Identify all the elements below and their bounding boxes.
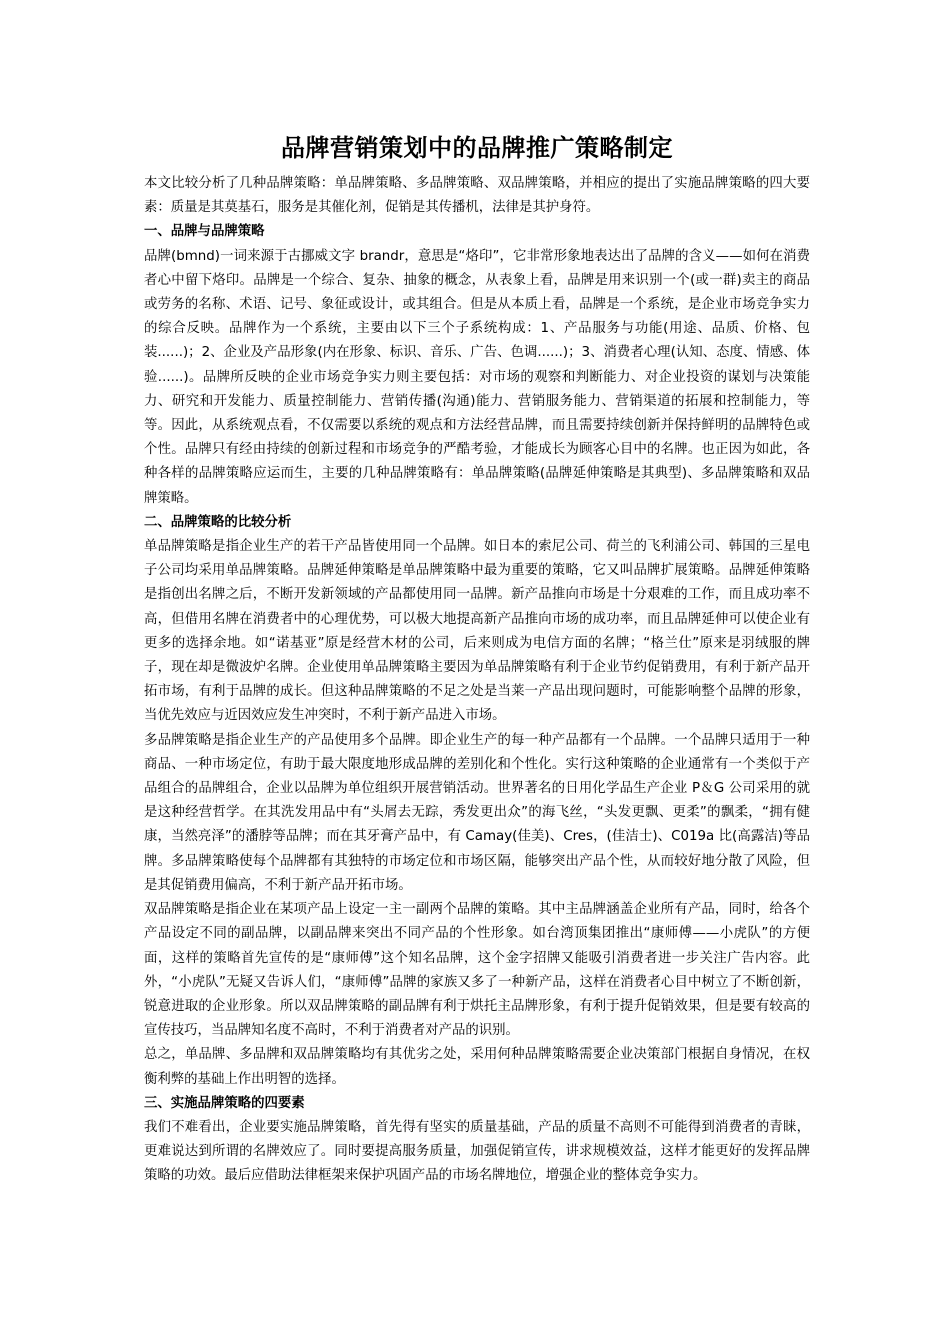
section-1-paragraph-1: 品牌(bmnd)一词来源于古挪威文字 brandr，意思是“烙印”，它非常形象地表达出了品牌的含义——如何在消费者心中留下烙印。品牌是一个综合、复杂、抽象的概念，从表象上看，品牌是用来识别一个(或一群)卖主的商品或劳务的名称、术语、记号、象征或设计，或其组合。但是从本质上看，品牌是一个系统，是企业市场竞争实力的综合反映。品牌作为一个系统，主要由以下三个子系统构成：1、产品服务与功能(用途、品质、价格、包装......)；2、企业及产品形象(内在形象、标识、音乐、广告、色调......)；3、消费者心理(认知、态度、情感、体验......)。品牌所反映的企业市场竞争实力则主要包括：对市场的观察和判断能力、对企业投资的谋划与决策能力、研究和开发能力、质量控制能力、营销传播(沟通)能力、营销服务能力、营销渠道的拓展和控制能力，等等。因此，从系统观点看，不仅需要以系统的观点和方法经营品牌，而且需要持续创新并保持鲜明的品牌特色或个性。品牌只有经由持续的创新过程和市场竞争的严酷考验，才能成长为顾客心目中的名牌。也正因为如此，各种各样的品牌策略应运而生，主要的几种品牌策略有：单品牌策略(品牌延伸策略是其典型)、多品牌策略和双品牌策略。 — [144, 248, 810, 506]
section-heading-1: 一、品牌与品牌策略 — [144, 224, 265, 240]
document-title: 品牌营销策划中的品牌推广策略制定 — [281, 134, 673, 162]
section-heading-2: 二、品牌策略的比较分析 — [144, 514, 292, 530]
intro-paragraph: 本文比较分析了几种品牌策略：单品牌策略、多品牌策略、双品牌策略，并相应的提出了实施品牌策略的四大要素：质量是其莫基石，服务是其催化剂，促销是其传播机，法律是其护身符。 — [144, 176, 810, 216]
section-2-paragraph-1: 单品牌策略是指企业生产的若干产品皆使用同一个品牌。如日本的索尼公司、荷兰的飞利浦公司、韩国的三星电子公司均采用单品牌策略。品牌延伸策略是单品牌策略中最为重要的策略，它又叫品牌扩展策略。品牌延伸策略是指创出名牌之后，不断开发新领域的产品都使用同一品牌。新产品推向市场是十分艰难的工作，而且成功率不高，但借用名牌在消费者中的心理优势，可以极大地提高新产品推向市场的成功率，而且品牌延伸可以使企业有更多的选择余地。如“诺基亚”原是经营木材的公司，后来则成为电信方面的名牌；“格兰仕”原来是羽绒服的牌子，现在却是微波炉名牌。企业使用单品牌策略主要因为单品牌策略有利于企业节约促销费用，有利于新产品开拓市场，有利于品牌的成长。但这种品牌策略的不足之处是当莱一产品出现问题时，可能影响整个品牌的形象，当优先效应与近因效应发生冲突时，不利于新产品进入市场。 — [144, 539, 810, 724]
section-2-paragraph-3: 双品牌策略是指企业在某项产品上设定一主一副两个品牌的策略。其中主品牌涵盖企业所有产品，同时，给各个产品设定不同的副品牌，以副品牌来突出不同产品的个性形象。如台湾顶集团推出“康师傅——小虎队”的方便面，这样的策略首先宣传的是“康师傅”这个知名品牌，这个金字招牌又能吸引消费者进一步关注广告内容。此外，“小虎队”无疑又告诉人们，“康师傅”品牌的家族又多了一种新产品，这样在消费者心目中树立了不断创新，锐意进取的企业形象。所以双品牌策略的副品牌有利于烘托主品牌形象，有利于提升促销效果，但是要有较高的宣传技巧，当品牌知名度不高时，不利于消费者对产品的识别。 — [144, 902, 810, 1039]
section-2-paragraph-4: 总之，单品牌、多品牌和双品牌策略均有其优劣之处，采用何种品牌策略需要企业决策部门根据自身情况，在权衡利弊的基础上作出明智的选择。 — [144, 1047, 810, 1087]
document-page — [144, 128, 810, 1189]
section-2-paragraph-2: 多品牌策略是指企业生产的产品使用多个品牌。即企业生产的每一种产品都有一个品牌。一个品牌只适用于一种商品、一种市场定位，有助于最大限度地形成品牌的差别化和个性化。实行这种策略的企业通常有一个类似于产品组合的品牌组合，企业以品牌为单位组织开展营销活动。世界著名的日用化学品生产企业 P＆G 公司采用的就是这种经营哲学。在其洗发用品中有“头屑去无踪，秀发更出众”的海飞丝，“头发更飘、更柔”的飘柔，“拥有健康，当然亮泽”的潘脖等品牌；而在其牙膏产品中，有 Camay(佳美)、Cres，(佳洁士)、C019a 比(高露洁)等品牌。多品牌策略使每个品牌都有其独特的市场定位和市场区隔，能够突出产品个性，从而较好地分散了风险，但是其促销费用偏高，不利于新产品开拓市场。 — [144, 732, 810, 893]
section-3-paragraph-1: 我们不难看出，企业要实施品牌策略，首先得有坚实的质量基础，产品的质量不高则不可能得到消费者的青睐，更难说达到所谓的名牌效应了。同时要提高服务质量，加强促销宣传，讲求规模效益，这样才能更好的发挥品牌策略的功效。最后应借助法律框架来保护巩固产品的市场名牌地位，增强企业的整体竞争实力。 — [144, 1119, 810, 1184]
section-heading-3: 三、实施品牌策略的四要素 — [144, 1095, 305, 1111]
